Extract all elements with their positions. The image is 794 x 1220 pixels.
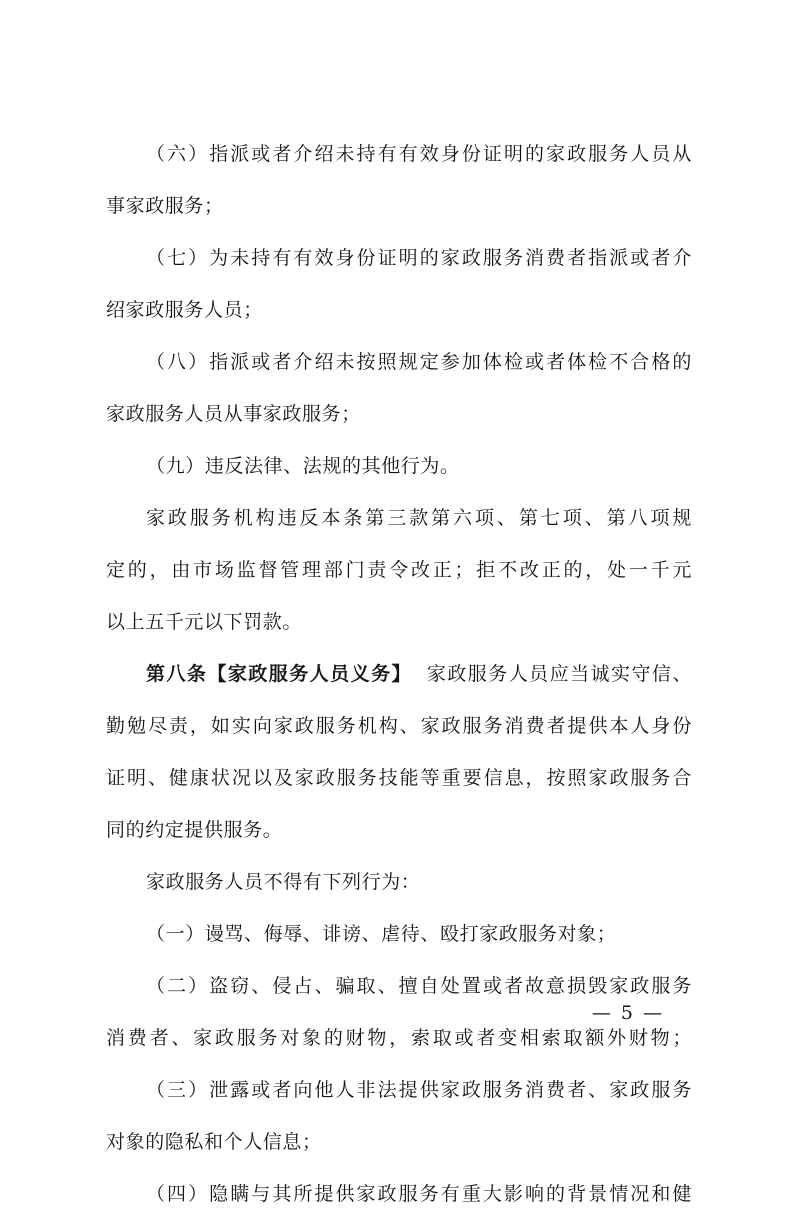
paragraph-line: 同的约定提供服务。 <box>106 819 283 841</box>
article-8-first-line <box>106 648 692 700</box>
paragraph-line: 家政服务人员不得有下列行为： <box>146 871 421 893</box>
paragraph-line: 勤勉尽责，如实向家政服务机构、家政服务消费者提供本人身份 <box>106 715 692 737</box>
paragraph-line: 定的，由市场监督管理部门责令改正；拒不改正的，处一千元 <box>106 559 692 581</box>
paragraph-line: 消费者、家政服务对象的财物，索取或者变相索取额外财物； <box>106 1027 692 1049</box>
article-heading: 第八条【家政服务人员义务】 <box>146 663 412 685</box>
article-text: 家政服务人员应当诚实守信、 <box>426 663 692 685</box>
paragraph-line: 事家政服务； <box>106 195 224 217</box>
paragraph-line: （一）谩骂、侮辱、诽谤、虐待、殴打家政服务对象； <box>146 923 617 945</box>
paragraph-line: （四）隐瞒与其所提供家政服务有重大影响的背景情况和健 <box>146 1183 692 1205</box>
paragraph-line: 对象的隐私和个人信息； <box>106 1131 322 1153</box>
page-number: — 5 — <box>591 1002 664 1024</box>
paragraph-line: （六）指派或者介绍未持有有效身份证明的家政服务人员从 <box>146 143 692 165</box>
paragraph-line: （三）泄露或者向他人非法提供家政服务消费者、家政服务 <box>146 1079 692 1101</box>
paragraph-line: 以上五千元以下罚款。 <box>106 611 303 633</box>
paragraph-line: 绍家政服务人员； <box>106 299 263 321</box>
document-page <box>106 128 692 1220</box>
paragraph-line: （九）违反法律、法规的其他行为。 <box>146 455 460 477</box>
paragraph-line: （七）为未持有有效身份证明的家政服务消费者指派或者介 <box>146 247 692 269</box>
paragraph-line: （二）盗窃、侵占、骗取、擅自处置或者故意损毁家政服务 <box>146 975 692 997</box>
paragraph-line: （八）指派或者介绍未按照规定参加体检或者体检不合格的 <box>146 351 692 373</box>
paragraph-line: 证明、健康状况以及家政服务技能等重要信息，按照家政服务合 <box>106 767 692 789</box>
paragraph-line: 家政服务机构违反本条第三款第六项、第七项、第八项规 <box>146 507 692 529</box>
paragraph-line: 家政服务人员从事家政服务； <box>106 403 361 425</box>
